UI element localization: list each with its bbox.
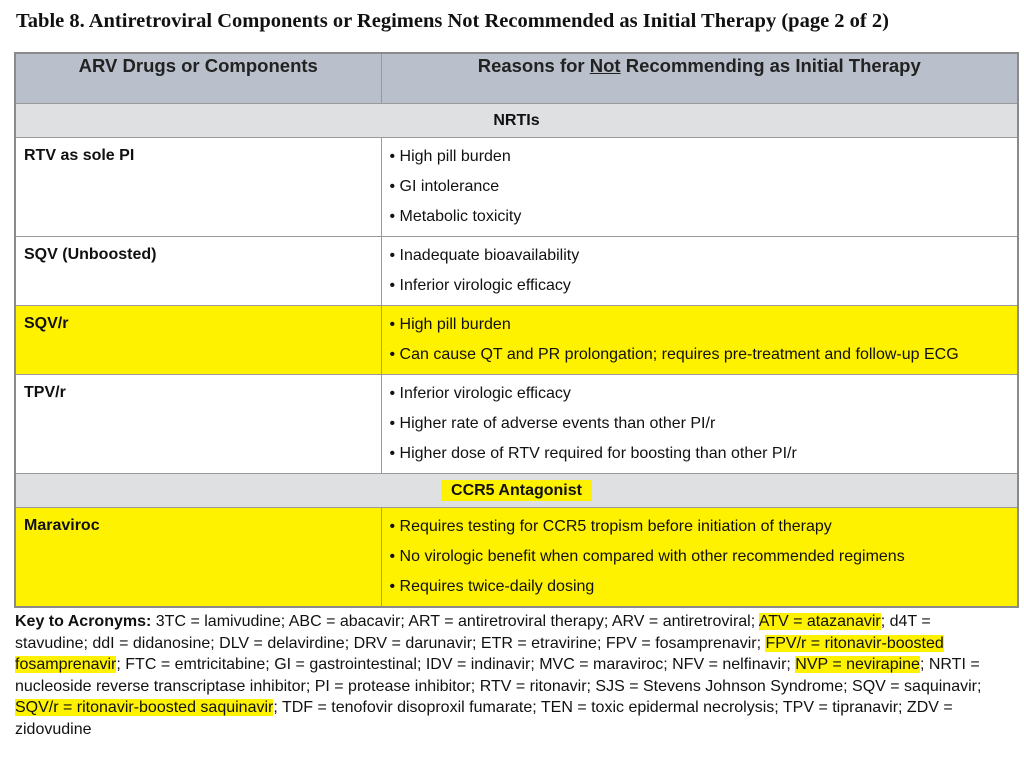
group-row-ccr5 [15, 474, 1018, 508]
reasons-cell [381, 375, 1018, 474]
reason-item: • Requires twice-daily dosing [389, 578, 595, 595]
reason-item: • High pill burden [389, 148, 511, 165]
drug-cell: Maraviroc [15, 508, 381, 608]
key-text: ; TDF = tenofovir disoproxil fumarate; TEN = toxic epidermal necrolysis; TPV = tipranavir; ZDV = zidovudine [15, 699, 953, 738]
header-text-not: Not [589, 55, 621, 76]
key-label: Key to Acronyms: [15, 613, 152, 630]
group-row-nrtis [15, 104, 1018, 138]
drug-cell: TPV/r [15, 375, 381, 474]
page-title: Table 8. Antiretroviral Components or Regimens Not Recommended as Initial Therapy (page 2 of 2) [16, 10, 889, 32]
reason-item: • Higher dose of RTV required for boosting than other PI/r [389, 445, 797, 462]
reason-item: • No virologic benefit when compared with other recommended regimens [389, 548, 905, 565]
header-text-before: Reasons for [477, 55, 590, 76]
reasons-cell [381, 306, 1018, 375]
key-text: ; d4T = stavudine; ddI = didanosine; DLV = delavirdine; DRV = darunavir; ETR = etravirine; FPV = fosamprenavir; [15, 613, 931, 652]
key-text: 3TC = lamivudine; ABC = abacavir; ART = antiretroviral therapy; ARV = antiretroviral; [151, 613, 759, 630]
key-highlight-atv: ATV = atazanavir [758, 613, 881, 630]
group-label-nrtis: NRTIs [15, 104, 1018, 138]
group-cell-ccr5 [15, 474, 1018, 508]
group-label-ccr5: CCR5 Antagonist [441, 480, 592, 501]
reason-item: • Can cause QT and PR prolongation; requires pre-treatment and follow-up ECG [389, 346, 959, 363]
reason-item: • Higher rate of adverse events than other PI/r [389, 415, 716, 432]
acronym-key [15, 611, 1005, 740]
key-highlight-sqvr: SQV/r = ritonavir-boosted saquinavir [15, 699, 274, 716]
reasons-cell [381, 138, 1018, 237]
key-highlight-nvp: NVP = nevirapine [795, 656, 920, 673]
table-row [15, 375, 1018, 474]
reason-item: • Inferior virologic efficacy [389, 385, 571, 402]
table-row-highlighted [15, 306, 1018, 375]
drug-cell: SQV/r [15, 306, 381, 375]
reasons-cell [381, 237, 1018, 306]
table-row-highlighted [15, 508, 1018, 608]
key-highlight-fpvr: FPV/r = ritonavir-boosted fosamprenavir [15, 634, 944, 673]
table-header-row [15, 53, 1018, 104]
reason-item: • Metabolic toxicity [389, 208, 522, 225]
key-text: ; NRTI = nucleoside reverse transcriptase inhibitor; PI = protease inhibitor; RTV = ritonavir; SJS = Stevens Johnson Syndrome; SQV = saquinavir; [15, 656, 982, 695]
reason-item: • Requires testing for CCR5 tropism before initiation of therapy [389, 518, 832, 535]
column-header-reasons [381, 53, 1018, 104]
arv-table [14, 52, 1019, 608]
table-row [15, 138, 1018, 237]
reasons-cell [381, 508, 1018, 608]
header-text-after: Recommending as Initial Therapy [620, 55, 921, 76]
key-text: ; FTC = emtricitabine; GI = gastrointestinal; IDV = indinavir; MVC = maraviroc; NFV = nelfinavir; [116, 656, 796, 673]
drug-cell: RTV as sole PI [15, 138, 381, 237]
column-header-drugs: ARV Drugs or Components [15, 53, 381, 104]
reason-item: • Inferior virologic efficacy [389, 277, 571, 294]
reason-item: • GI intolerance [389, 178, 500, 195]
reason-item: • High pill burden [389, 316, 511, 333]
drug-cell: SQV (Unboosted) [15, 237, 381, 306]
reason-item: • Inadequate bioavailability [389, 247, 580, 264]
table-row [15, 237, 1018, 306]
